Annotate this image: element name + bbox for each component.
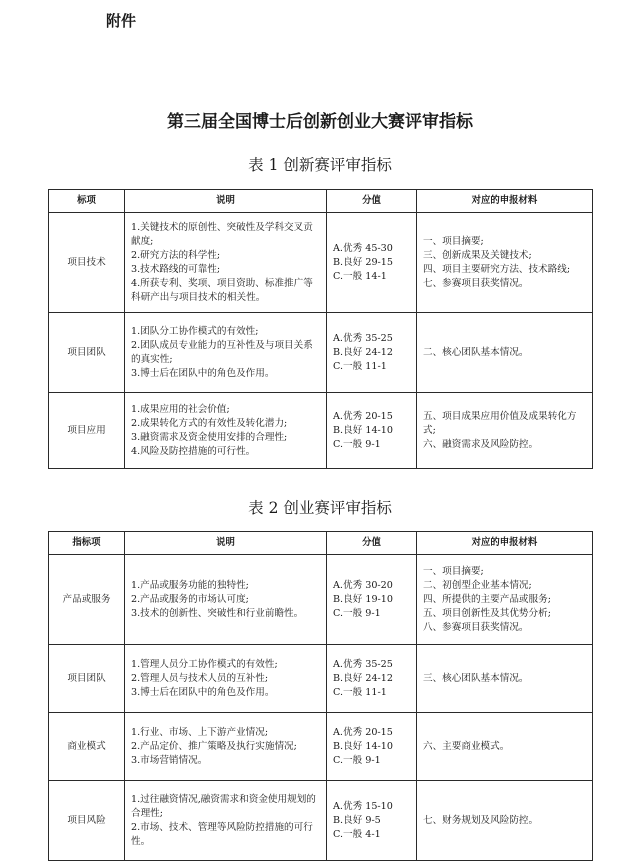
table-row (49, 393, 593, 469)
criterion-description: 1.团队分工协作模式的有效性; 2.团队成员专业能力的互补性及与项目关系的真实性; 3.博士后在团队中的角色及作用。 (125, 313, 327, 393)
criterion-description: 1.管理人员分工协作模式的有效性; 2.管理人员与技术人员的互补性; 3.博士后在团队中的角色及作用。 (125, 645, 327, 713)
table1-innovation-criteria (48, 189, 593, 469)
table1-header-score: 分值 (327, 190, 417, 213)
table-row (49, 313, 593, 393)
criterion-score-range: A.优秀 35-25 B.良好 24-12 C.一般 11-1 (327, 313, 417, 393)
table2-header-description: 说明 (125, 532, 327, 555)
criterion-description: 1.关键技术的原创性、突破性及学科交叉贡献度; 2.研究方法的科学性; 3.技术路线的可靠性; 4.所获专利、奖项、项目资助、标准推广等科研产出与项目技术的相关性。 (125, 213, 327, 313)
criterion-materials: 七、财务规划及风险防控。 (417, 781, 593, 861)
criterion-materials: 一、项目摘要; 三、创新成果及关键技术; 四、项目主要研究方法、技术路线; 七、参赛项目获奖情况。 (417, 213, 593, 313)
table-row (49, 213, 593, 313)
criterion-score-range: A.优秀 15-10 B.良好 9-5 C.一般 4-1 (327, 781, 417, 861)
criterion-materials: 二、核心团队基本情况。 (417, 313, 593, 393)
table1-title: 表 1 创新赛评审指标 (248, 156, 392, 174)
criterion-materials: 三、核心团队基本情况。 (417, 645, 593, 713)
criterion-score-range: A.优秀 35-25 B.良好 24-12 C.一般 11-1 (327, 645, 417, 713)
table-row (49, 555, 593, 645)
criterion-name: 项目团队 (49, 645, 125, 713)
criterion-name: 产品或服务 (49, 555, 125, 645)
table2-header-item: 指标项 (49, 532, 125, 555)
table-row (49, 781, 593, 861)
table2-startup-criteria (48, 531, 593, 861)
table-row (49, 645, 593, 713)
criterion-description: 1.过往融资情况,融资需求和资金使用规划的合理性; 2.市场、技术、管理等风险防控措施的可行性。 (125, 781, 327, 861)
criterion-description: 1.行业、市场、上下游产业情况; 2.产品定价、推广策略及执行实施情况; 3.市场营销情况。 (125, 713, 327, 781)
criterion-description: 1.成果应用的社会价值; 2.成果转化方式的有效性及转化潜力; 3.融资需求及资金使用安排的合理性; 4.风险及防控措施的可行性。 (125, 393, 327, 469)
table2-header-score: 分值 (327, 532, 417, 555)
attachment-label: 附件 (106, 12, 137, 30)
table1-header-row (49, 190, 593, 213)
table2-header-materials: 对应的申报材料 (417, 532, 593, 555)
table1-header-materials: 对应的申报材料 (417, 190, 593, 213)
criterion-name: 商业模式 (49, 713, 125, 781)
criterion-name: 项目团队 (49, 313, 125, 393)
criterion-materials: 五、项目成果应用价值及成果转化方式; 六、融资需求及风险防控。 (417, 393, 593, 469)
criterion-name: 项目应用 (49, 393, 125, 469)
table2-title: 表 2 创业赛评审指标 (248, 499, 392, 517)
table2-header-row (49, 532, 593, 555)
criterion-score-range: A.优秀 20-15 B.良好 14-10 C.一般 9-1 (327, 393, 417, 469)
criterion-materials: 一、项目摘要; 二、初创型企业基本情况; 四、所提供的主要产品或服务; 五、项目创新性及其优势分析; 八、参赛项目获奖情况。 (417, 555, 593, 645)
document-title: 第三届全国博士后创新创业大赛评审指标 (167, 112, 473, 132)
criterion-materials: 六、主要商业模式。 (417, 713, 593, 781)
table1-header-description: 说明 (125, 190, 327, 213)
criterion-name: 项目风险 (49, 781, 125, 861)
criterion-score-range: A.优秀 20-15 B.良好 14-10 C.一般 9-1 (327, 713, 417, 781)
criterion-name: 项目技术 (49, 213, 125, 313)
criterion-description: 1.产品或服务功能的独特性; 2.产品或服务的市场认可度; 3.技术的创新性、突破性和行业前瞻性。 (125, 555, 327, 645)
criterion-score-range: A.优秀 30-20 B.良好 19-10 C.一般 9-1 (327, 555, 417, 645)
criterion-score-range: A.优秀 45-30 B.良好 29-15 C.一般 14-1 (327, 213, 417, 313)
table-row (49, 713, 593, 781)
table1-header-item: 标项 (49, 190, 125, 213)
